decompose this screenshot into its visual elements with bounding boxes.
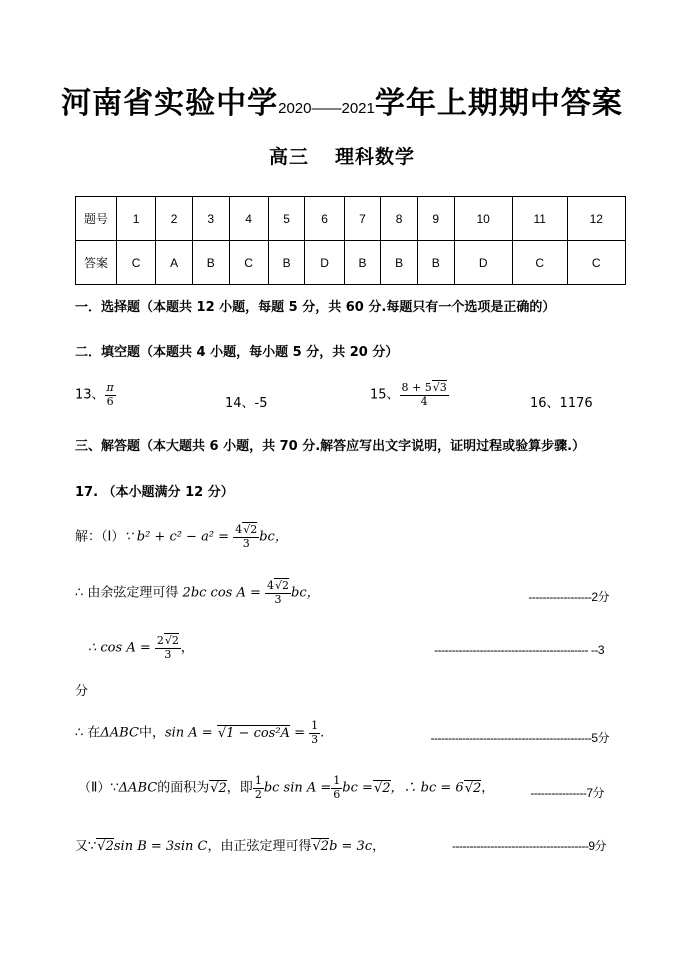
fraction-numerator: 1 [333, 774, 341, 787]
score-mark: ---------------------------------------9分 [451, 839, 606, 853]
question-number: 11 [512, 197, 567, 241]
question-number: 1 [117, 197, 156, 241]
line-prefix: 解：（Ⅰ） [75, 529, 125, 545]
answer-table [75, 196, 626, 285]
answer-cell: C [117, 241, 156, 285]
fill-answer-13 [75, 382, 116, 408]
line-prefix: ∴ 在 [75, 725, 101, 741]
score-mark: ------------------2分 [528, 590, 609, 604]
fraction-numerator [233, 524, 259, 538]
numerator-text: 2 [156, 634, 164, 647]
document-title [0, 78, 684, 122]
math-expression: bc = [342, 780, 373, 796]
math-expression: ∴ cos A = [88, 640, 151, 656]
solution-line-1 [75, 524, 288, 550]
fill-answer-14: 14、-5 [225, 396, 268, 411]
solution-line-6 [75, 835, 385, 854]
fraction [265, 580, 291, 606]
fraction-denominator: 6 [333, 787, 341, 801]
radicand: 2 [250, 523, 258, 536]
answer-cell: B [344, 241, 381, 285]
fraction [253, 775, 264, 801]
question-17-heading: 17. （本小题满分 12 分） [75, 485, 234, 500]
sqrt-radicand: √2 [373, 780, 391, 796]
sqrt-radicand: √1 − cos²A [217, 725, 290, 741]
numerator-text: 4 [267, 579, 275, 592]
sqrt-radicand: √2 [312, 839, 330, 854]
solution-line-5 [78, 775, 494, 801]
fraction-denominator: 3 [164, 647, 172, 661]
score-mark: -------------------------------------------- --3 [434, 643, 604, 657]
solution-line-2 [75, 580, 320, 606]
line-text: ，由正弦定理可得 [207, 839, 312, 854]
fill-label-15: 15、 [370, 387, 400, 403]
line-prefix: 又∵ [75, 839, 97, 854]
math-expression: . [320, 725, 325, 741]
sqrt-radicand: √2 [464, 780, 482, 796]
math-expression: bc， [259, 529, 288, 545]
score-mark: ----------------7分 [530, 786, 604, 800]
answer-cell: B [381, 241, 418, 285]
math-expression: bc sin A = [263, 780, 332, 796]
sqrt-radicand: √2 [164, 634, 179, 647]
line-prefix: （Ⅱ）∵ [78, 780, 119, 796]
solution-line-4 [75, 720, 324, 746]
answer-cell: B [268, 241, 305, 285]
radicand: 2 [320, 839, 330, 854]
math-expression: bc， [291, 585, 320, 601]
answer-cell: C [512, 241, 567, 285]
fraction-denominator: 2 [254, 787, 262, 801]
table-row-label: 题号 [76, 197, 117, 241]
question-number: 7 [344, 197, 381, 241]
question-number: 4 [229, 197, 268, 241]
line-text: ，即 [226, 780, 253, 796]
title-term: 学年上期期中答案 [374, 86, 623, 121]
fraction [331, 775, 342, 801]
fraction-denominator: 3 [242, 536, 250, 550]
fraction-numerator [400, 382, 449, 396]
fraction [155, 635, 181, 661]
radicand: 2 [218, 780, 227, 796]
question-number: 2 [156, 197, 193, 241]
fraction-denominator: 3 [311, 732, 319, 746]
line-text: 中， [138, 725, 165, 741]
question-number: 12 [567, 197, 625, 241]
math-expression: sin A = [164, 725, 213, 741]
numerator-text: 8 + 5 [401, 381, 432, 394]
table-row-numbers [76, 197, 626, 241]
fraction [105, 382, 116, 408]
subtitle-grade: 高三 [268, 146, 309, 168]
math-expression: = [294, 725, 305, 741]
sqrt-radicand: √2 [210, 780, 227, 796]
radicand: 3 [439, 381, 447, 394]
question-number: 5 [268, 197, 305, 241]
fraction [233, 524, 259, 550]
math-expression: b = 3c [329, 839, 373, 854]
line-text: ， [372, 839, 386, 854]
triangle-name: ΔABC [118, 780, 158, 796]
triangle-name: ΔABC [100, 725, 139, 741]
fraction-numerator: 1 [254, 774, 262, 787]
answer-cell: B [192, 241, 229, 285]
question-number: 10 [454, 197, 512, 241]
radicand: 2 [171, 634, 179, 647]
math-expression: 2bc cos A = [182, 585, 261, 601]
math-expression: sin B = 3sin C [113, 839, 208, 854]
solution-line-3 [88, 635, 194, 661]
question-number: 9 [417, 197, 454, 241]
line-prefix: ∴ 由余弦定理可得 [75, 585, 179, 601]
question-number: 8 [381, 197, 418, 241]
question-number: 3 [192, 197, 229, 241]
section-heading-fill: 二．填空题（本题共 4 小题，每小题 5 分，共 20 分） [75, 345, 399, 360]
radicand: 1 − cos²A [226, 725, 290, 741]
document-subtitle [0, 142, 684, 169]
answer-cell: D [305, 241, 344, 285]
numerator-text: 4 [235, 523, 243, 536]
radicand: 2 [105, 839, 114, 854]
fill-answer-16: 16、1176 [530, 396, 593, 411]
title-school: 河南省实验中学 [61, 86, 279, 121]
answer-cell: A [156, 241, 193, 285]
radicand: 2 [472, 780, 482, 796]
fraction-numerator: π [106, 381, 114, 394]
math-expression: ∵ b² + c² − a² = [124, 529, 230, 545]
sqrt-radicand: √2 [97, 839, 114, 854]
line-text: 的面积为 [157, 780, 210, 796]
section-heading-choice: 一．选择题（本题共 12 小题，每题 5 分，共 60 分.每题只有一个选项是正确的） [75, 300, 556, 315]
fraction-numerator [155, 635, 181, 649]
fraction-denominator: 4 [420, 394, 428, 408]
section-heading-solution: 三、解答题（本大题共 6 小题，共 70 分.解答应写出文字说明，证明过程或验算步骤.） [75, 439, 586, 454]
math-expression: ， [180, 640, 194, 656]
subtitle-subject: 理科数学 [335, 146, 416, 168]
math-expression: ，∴ bc = 6 [390, 780, 464, 796]
fill-answer-15 [370, 382, 449, 408]
sqrt-radicand: √2 [275, 579, 290, 592]
answer-cell: B [417, 241, 454, 285]
fraction-numerator [265, 580, 291, 594]
radicand: 2 [282, 579, 290, 592]
fraction-denominator: 3 [274, 592, 282, 606]
sqrt-radicand: √2 [243, 523, 258, 536]
table-row-answers [76, 241, 626, 285]
answer-cell: C [567, 241, 625, 285]
question-number: 6 [305, 197, 344, 241]
sqrt-radicand: √3 [432, 381, 447, 394]
table-row-label: 答案 [76, 241, 117, 285]
answer-cell: D [454, 241, 512, 285]
fill-label-13: 13、 [75, 387, 105, 403]
radicand: 2 [382, 780, 391, 796]
line-text: ， [481, 780, 495, 796]
score-mark: ----------------------------------------------5分 [430, 731, 609, 745]
answer-cell: C [229, 241, 268, 285]
title-years: 2020——2021 [278, 100, 375, 117]
fraction [309, 720, 320, 746]
fraction [400, 382, 449, 408]
fraction-denominator: 6 [106, 394, 114, 408]
fraction-numerator: 1 [311, 719, 319, 732]
score-mark-wrap: 分 [75, 684, 89, 699]
